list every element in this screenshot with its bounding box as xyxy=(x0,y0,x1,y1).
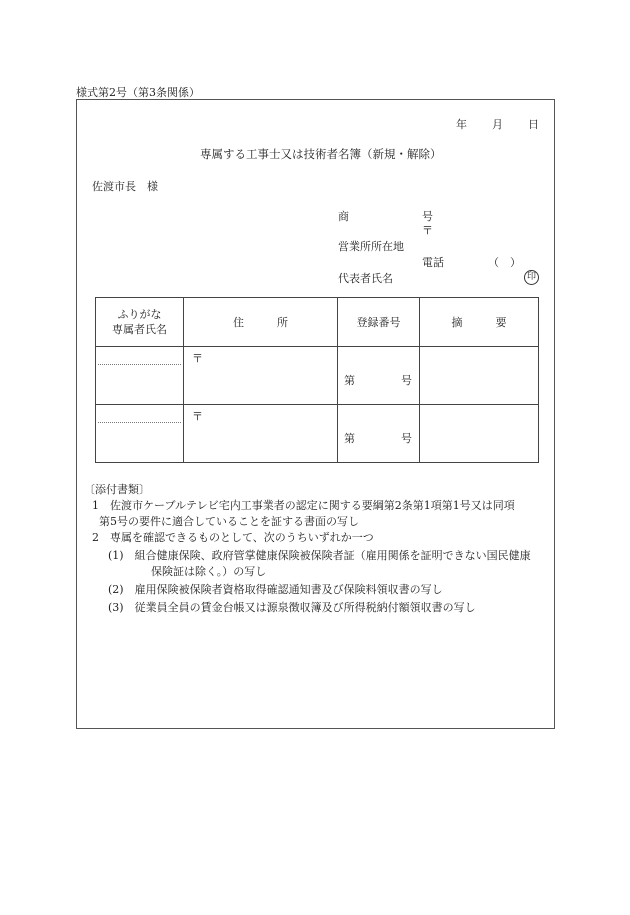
member-table xyxy=(95,297,539,463)
registration-number xyxy=(344,430,412,446)
registration-cell[interactable] xyxy=(338,347,420,405)
trade-name-label-1: 商 xyxy=(338,210,349,223)
attachments-heading: 〔添付書類〕 xyxy=(84,483,150,496)
header-name xyxy=(96,298,184,347)
header-name-line1: ふりがな xyxy=(117,308,162,321)
reg-suffix: 号 xyxy=(401,374,412,387)
header-address: 住 所 xyxy=(184,298,338,347)
address-cell[interactable] xyxy=(184,347,338,405)
name-cell[interactable] xyxy=(96,405,184,463)
attachment-sub-3: (3) 従業員全員の賃金台帳又は源泉徴収簿及び所得税納付額領収書の写し xyxy=(108,601,476,614)
address-cell[interactable] xyxy=(184,405,338,463)
attachment-item-2: 2 専属を確認できるものとして、次のうちいずれか一つ xyxy=(92,531,374,544)
seal-mark xyxy=(524,269,539,285)
attachment-sub-1-line2: 保険証は除く。）の写し xyxy=(151,565,267,578)
remarks-cell[interactable] xyxy=(420,405,539,463)
remarks-cell[interactable] xyxy=(420,347,539,405)
furigana-divider xyxy=(98,422,181,423)
table-row xyxy=(96,405,539,463)
header-registration: 登録番号 xyxy=(338,298,420,347)
header-name-line2: 専属者氏名 xyxy=(112,323,167,336)
reg-suffix: 号 xyxy=(401,432,412,445)
document-title: 専属する工事士又は技術者名簿（新規・解除） xyxy=(200,147,442,161)
table-header-row xyxy=(96,298,539,347)
date-day-label: 日 xyxy=(528,118,539,131)
header-remarks: 摘 要 xyxy=(420,298,539,347)
representative-label: 代表者氏名 xyxy=(338,272,393,285)
address-postal-mark: 〒 xyxy=(192,352,203,365)
registration-cell[interactable] xyxy=(338,405,420,463)
date-year-label: 年 xyxy=(456,118,467,131)
attachment-sub-1-line1: (1) 組合健康保険、政府管掌健康保険被保険者証（雇用関係を証明できない国民健康 xyxy=(108,549,531,562)
attachment-sub-2: (2) 雇用保険被保険者資格取得確認通知書及び保険料領収書の写し xyxy=(108,583,443,596)
seal-icon: 印 xyxy=(524,270,539,285)
reg-prefix: 第 xyxy=(344,432,355,445)
trade-name-label-2: 号 xyxy=(422,210,433,223)
attachment-item-1-line2: 第5号の要件に適合していることを証する書面の写し xyxy=(99,515,359,528)
date-month-label: 月 xyxy=(492,118,503,131)
postal-mark: 〒 xyxy=(422,224,433,237)
table-row xyxy=(96,347,539,405)
furigana-divider xyxy=(98,364,181,365)
addressee: 佐渡市長 様 xyxy=(92,180,158,193)
registration-number xyxy=(344,372,412,388)
phone-parens: （ ） xyxy=(488,256,521,269)
reg-prefix: 第 xyxy=(344,374,355,387)
phone-label: 電話 xyxy=(422,256,444,269)
office-address-label: 営業所所在地 xyxy=(338,240,404,253)
attachment-item-1-line1: 1 佐渡市ケーブルテレビ宅内工事業者の認定に関する要綱第2条第1項第1号又は同項 xyxy=(92,499,515,512)
form-number: 様式第2号（第3条関係） xyxy=(76,86,200,99)
address-postal-mark: 〒 xyxy=(192,410,203,423)
name-cell[interactable] xyxy=(96,347,184,405)
